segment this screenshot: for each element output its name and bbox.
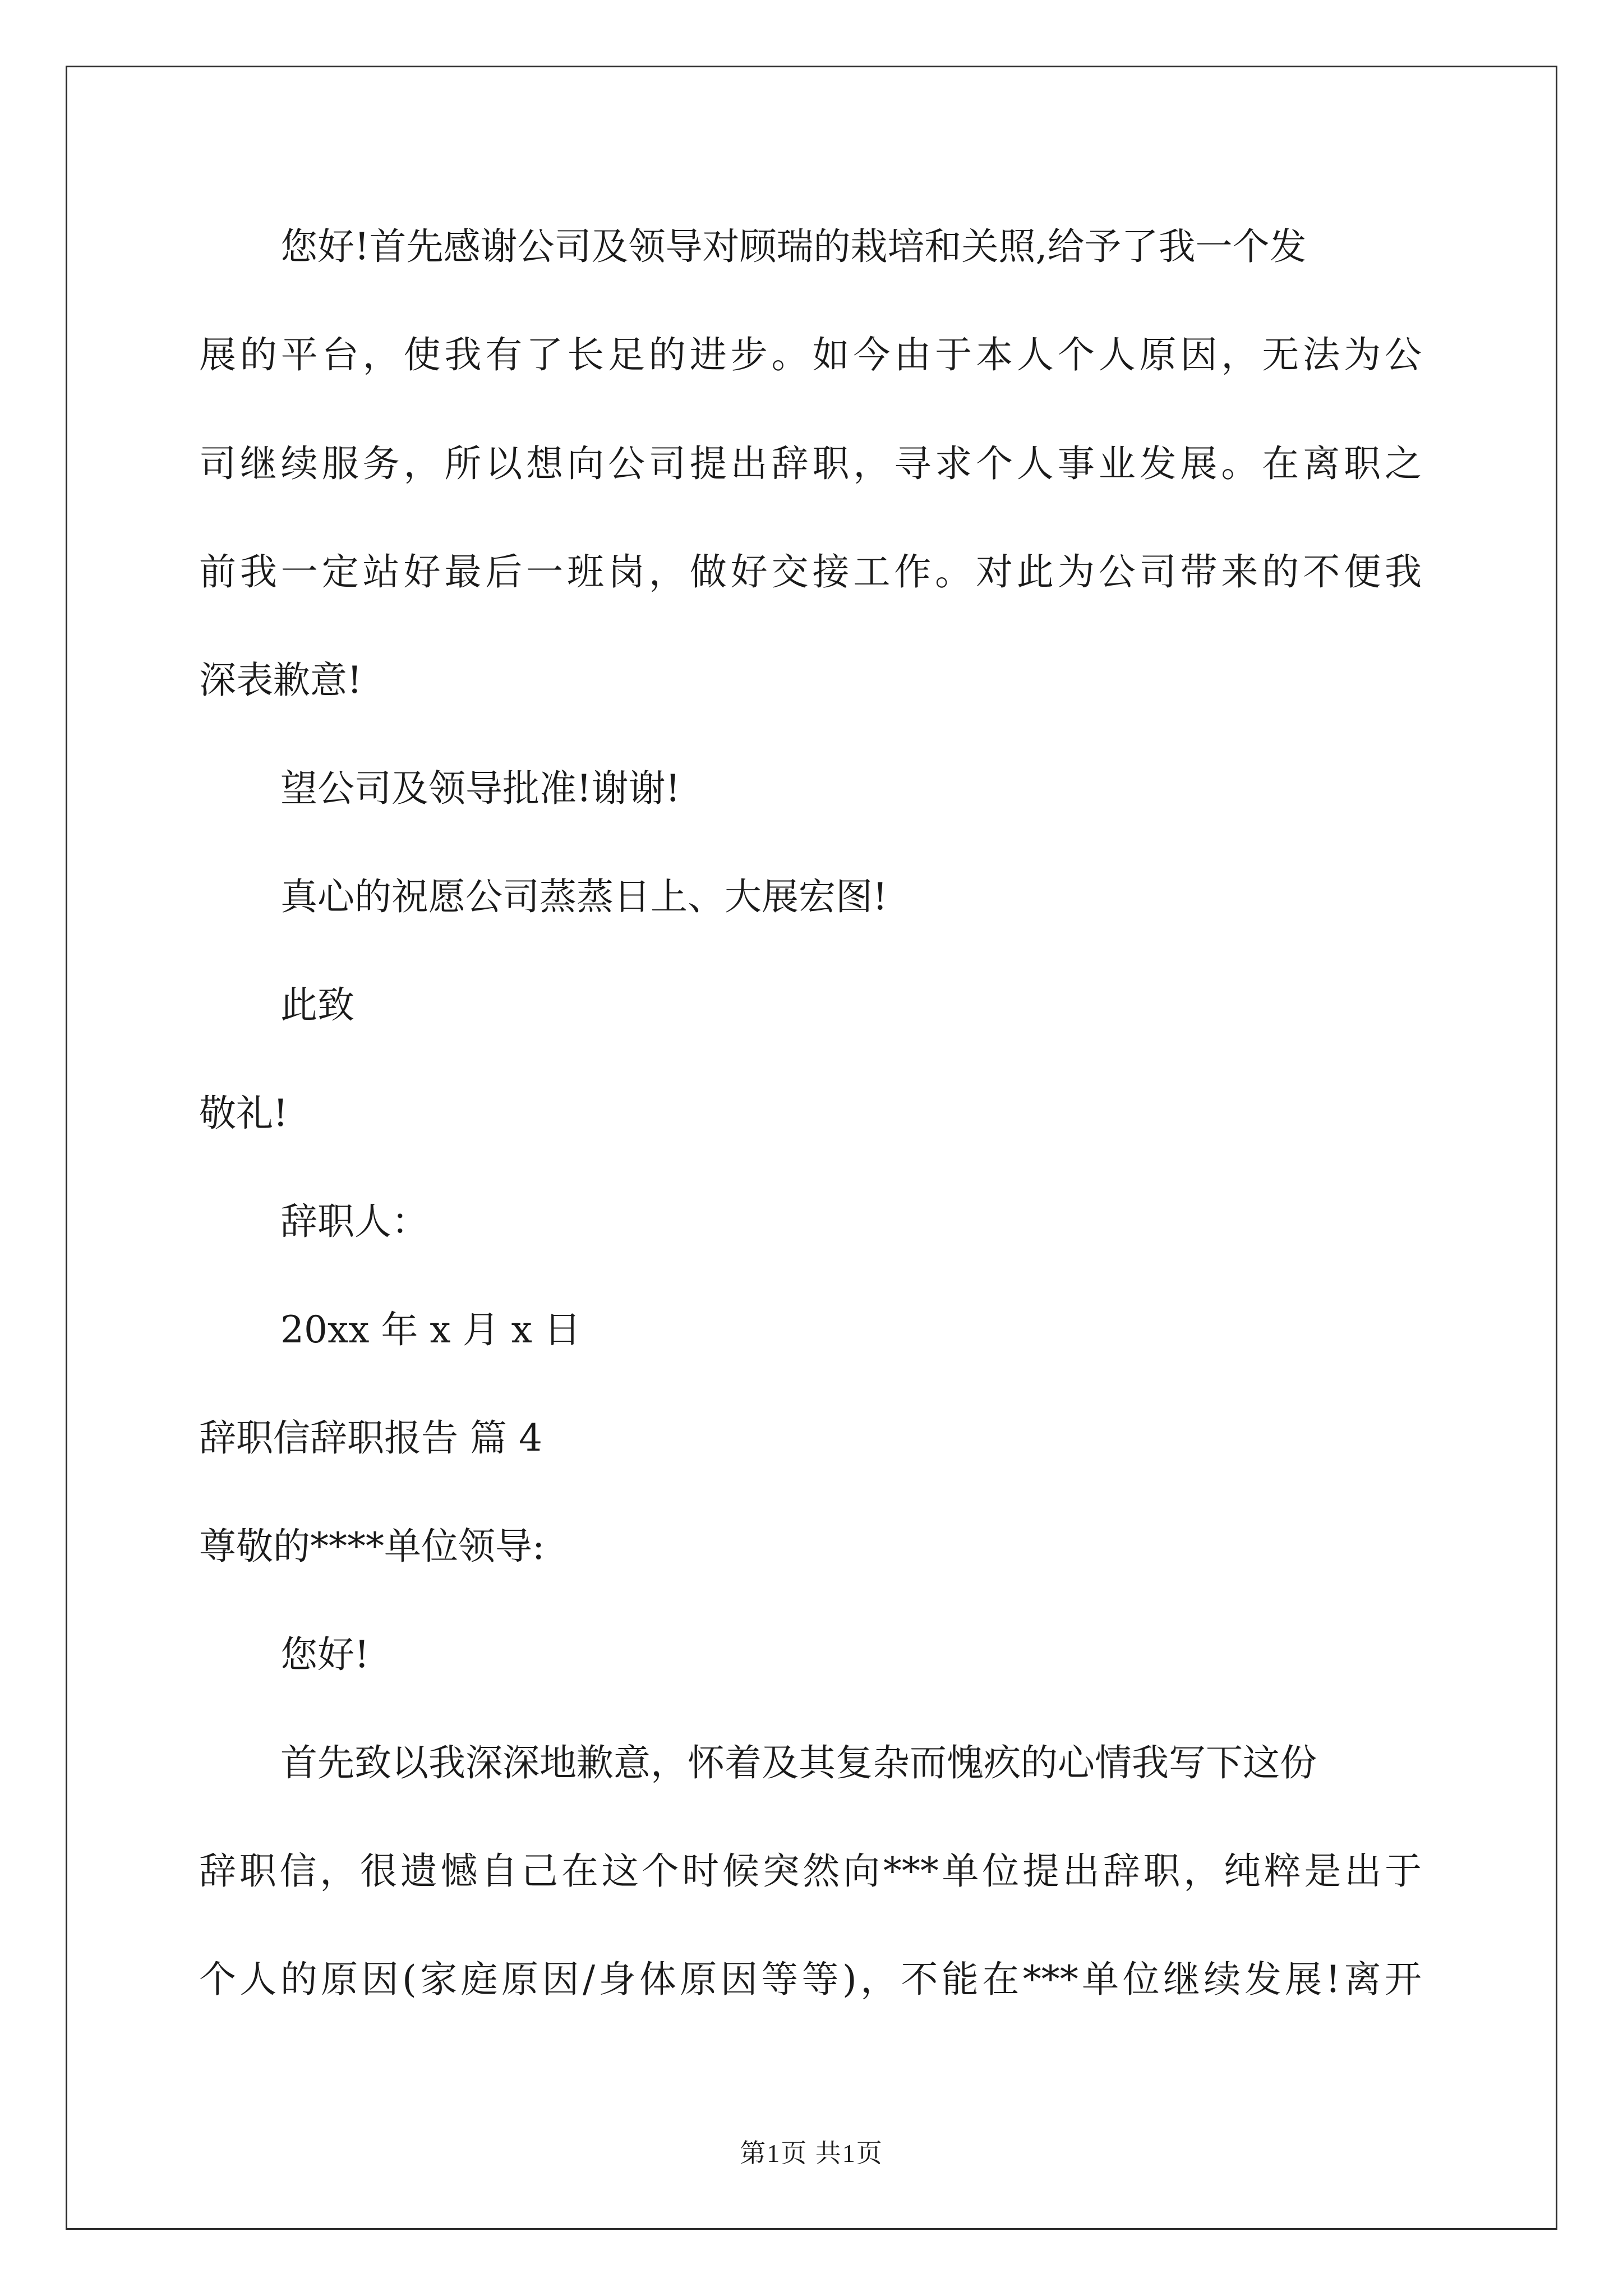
- addressee: 尊敬的****单位领导:: [199, 1525, 545, 1568]
- paragraph: 望公司及领导批准!谢谢!: [280, 767, 681, 810]
- paragraph-line: 司继续服务，所以想向公司提出辞职，寻求个人事业发展。在离职之: [199, 442, 1422, 485]
- paragraph: 真心的祝愿公司蒸蒸日上、大展宏图!: [280, 875, 888, 918]
- paragraph-line: 个人的原因(家庭原因/身体原因等等)，不能在***单位继续发展!离开: [199, 1958, 1422, 2001]
- closing: 此致: [280, 983, 354, 1027]
- page-footer: 第1页 共1页: [740, 2139, 883, 2168]
- paragraph-line: 深表歉意!: [199, 659, 362, 702]
- date: 20xx 年 x 月 x 日: [280, 1308, 581, 1351]
- greeting: 您好!: [280, 1633, 370, 1676]
- section-heading: 辞职信辞职报告 篇 4: [199, 1416, 542, 1460]
- paragraph-line: 辞职信，很遗憾自己在这个时候突然向***单位提出辞职，纯粹是出于: [199, 1849, 1422, 1893]
- paragraph-line: 展的平台，使我有了长足的进步。如今由于本人个人原因，无法为公: [199, 333, 1422, 376]
- signer-label: 辞职人：: [280, 1200, 428, 1243]
- page-border: [66, 66, 1557, 2230]
- paragraph-line: 前我一定站好最后一班岗，做好交接工作。对此为公司带来的不便我: [199, 550, 1422, 593]
- paragraph-line: 首先致以我深深地歉意，怀着及其复杂而愧疚的心情我写下这份: [280, 1741, 1317, 1784]
- paragraph-line: 您好!首先感谢公司及领导对顾瑞的栽培和关照,给予了我一个发: [280, 225, 1307, 268]
- salutation: 敬礼!: [199, 1092, 288, 1135]
